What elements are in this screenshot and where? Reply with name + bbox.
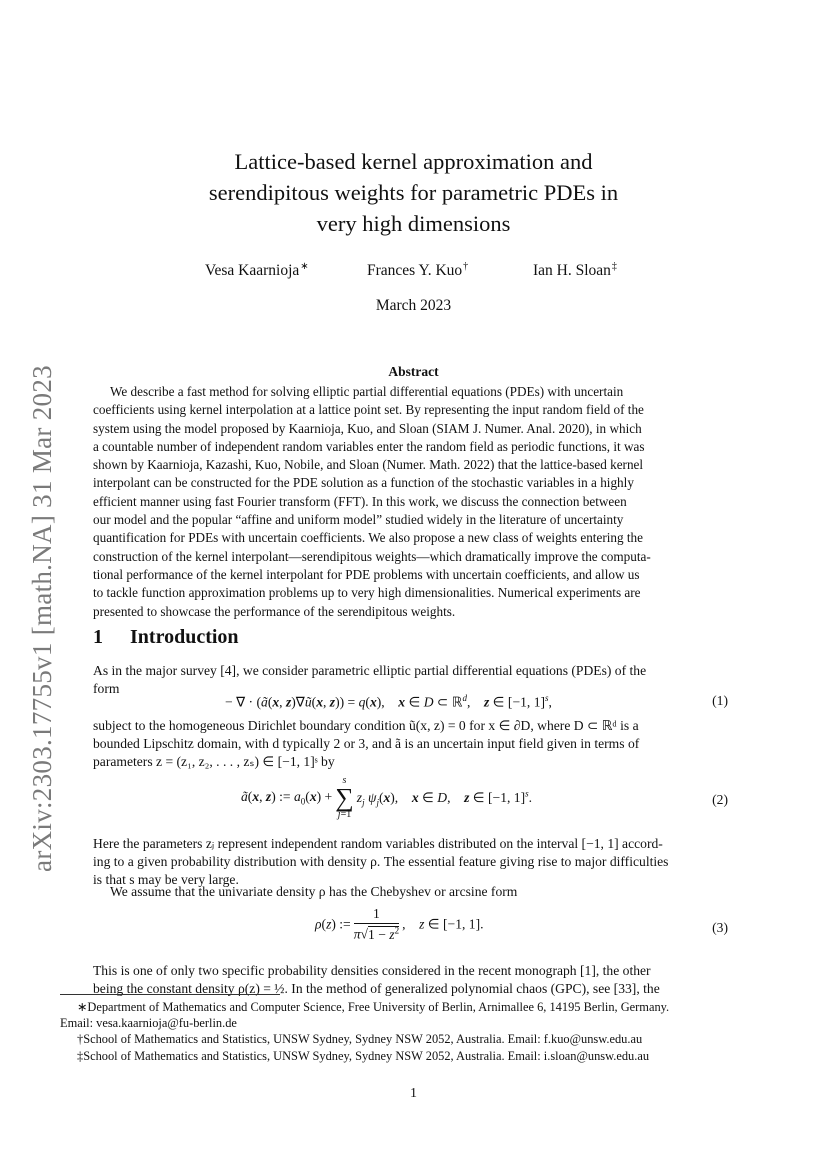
- abstract-line: our model and the popular “affine and uniform model” studied widely in the literature of uncertainty: [93, 512, 624, 528]
- intro-paragraph-2: [93, 717, 734, 771]
- title-line: very high dimensions: [316, 211, 511, 236]
- abstract-line: quantification for PDEs with uncertain coefficients. We also propose a new class of weights entering the: [93, 530, 643, 546]
- abstract-line: system using the model proposed by Kaarnioja, Kuo, and Sloan (SIAM J. Numer. Anal. 2020), in which: [93, 420, 642, 436]
- footnote-divider: [60, 994, 280, 995]
- equation-3-number: (3): [712, 920, 728, 935]
- abstract-line: construction of the kernel interpolant—serendipitous weights—which dramatically improve the computa-: [93, 548, 651, 564]
- intro-paragraph-5: [93, 962, 734, 998]
- author-list: [0, 261, 827, 283]
- fraction: $\frac{1}{\pi√1 - z^2}$: [353, 906, 400, 942]
- equation-2: [93, 776, 734, 826]
- section-title: Introduction: [130, 626, 239, 648]
- text-line: form: [93, 681, 120, 696]
- section-heading: [93, 626, 239, 649]
- abstract-line: presented to showcase the performance of the serendipitous weights.: [93, 603, 456, 619]
- equation-1-body: − ∇ · (ã(x, z)∇ũ(x, z)) = q(x), x ∈ D ⊂ ℝ$^d$, z ∈ [−1, 1]$^s$,: [225, 693, 552, 710]
- author-kaarnioja: [205, 261, 309, 280]
- abstract-body: [93, 383, 734, 621]
- equation-3-body: ρ(z) := $\frac{1}{\pi√1 - z^2}$ , z ∈ [−1, 1].: [315, 906, 484, 942]
- arxiv-id-text: arXiv:2303.17755v1 [math.NA] 31 Mar 2023: [26, 364, 57, 872]
- text-line: is that s may be very large.: [93, 872, 239, 887]
- abstract-line: coefficients using kernel interpolation at a lattice point set. By representing the input random field of the: [93, 402, 644, 418]
- arxiv-side-identifier: [24, 340, 60, 896]
- section-number: 1: [93, 626, 103, 648]
- paper-title: [150, 146, 677, 239]
- paper-date: March 2023: [375, 297, 452, 314]
- text-line: being the constant density ρ(z) = ½. In the method of generalized polynomial chaos (GPC), see [33], the: [93, 981, 660, 996]
- text-line: As in the major survey [4], we consider parametric elliptic partial differential equations (PDEs) of the: [93, 663, 647, 678]
- abstract-line: shown by Kaarnioja, Kazashi, Kuo, Nobile, and Sloan (Numer. Math. 2022) that the lattice-based kernel: [93, 457, 644, 473]
- title-line: Lattice-based kernel approximation and: [234, 149, 593, 174]
- abstract-line: a countable number of independent random variables enter the random field as periodic functions, it was: [93, 438, 645, 454]
- equation-1: [93, 693, 734, 715]
- footnote-line: †School of Mathematics and Statistics, UNSW Sydney, Sydney NSW 2052, Australia. Email: f.kuo@unsw.edu.au: [77, 1032, 643, 1047]
- equation-2-body: ã(x, z) := $a_0(x) +s$ ∑ $j=1z_j$ $\psi_j(x)$, x ∈ D, z ∈ [−1, 1]$^s$.: [241, 775, 533, 820]
- equation-3: [93, 906, 734, 956]
- abstract-line: tional performance of the kernel interpolant for PDE problems with uncertain coefficients, and allow us: [93, 566, 640, 582]
- text-line: Here the parameters zⱼ represent independent random variables distributed on the interval [−1, 1] accord-: [93, 836, 663, 851]
- text-line: bounded Lipschitz domain, with d typically 2 or 3, and ã is an uncertain input field given in terms of: [93, 736, 640, 751]
- footnote-line: Email: vesa.kaarnioja@fu-berlin.de: [60, 1016, 237, 1031]
- footnote-line: ∗Department of Mathematics and Computer Science, Free University of Berlin, Arnimallee 6, 14195 Berlin, Germany.: [77, 1000, 670, 1014]
- author-mark: ∗: [300, 261, 309, 272]
- title-line: serendipitous weights for parametric PDEs in: [208, 180, 619, 205]
- footnotes: [60, 999, 760, 1064]
- footnote-line: ‡School of Mathematics and Statistics, UNSW Sydney, Sydney NSW 2052, Australia. Email: i.sloan@unsw.edu.au: [77, 1048, 650, 1063]
- intro-paragraph-4: [93, 883, 734, 901]
- text-line: parameters z = (z₁, z₂, . . . , zₛ) ∈ [−1, 1]ˢ by: [93, 754, 335, 769]
- author-mark: ‡: [611, 261, 617, 272]
- author-name: Frances Y. Kuo: [367, 262, 463, 279]
- abstract-line: to tackle function approximation problems up to very high dimensionalities. Numerical experiments are: [93, 585, 641, 601]
- abstract-line: efficient manner using fast Fourier transform (FFT). In this work, we discuss the connection between: [93, 493, 627, 509]
- abstract-line: interpolant can be constructed for the PDE solution as a function of the stochastic variables in a highly: [93, 475, 634, 491]
- text-line: subject to the homogeneous Dirichlet boundary condition ũ(x, z) = 0 for x ∈ ∂D, where D ⊂ ℝᵈ is a: [93, 718, 639, 733]
- abstract-line: We describe a fast method for solving elliptic partial differential equations (PDEs) with uncertain: [110, 384, 624, 399]
- page-number: 1: [410, 1086, 417, 1101]
- text-line: This is one of only two specific probability densities considered in the recent monograph [1], the other: [93, 963, 651, 978]
- abstract-heading: Abstract: [388, 364, 439, 379]
- author-kuo: [367, 261, 468, 280]
- author-name: Vesa Kaarnioja: [205, 262, 300, 279]
- author-name: Ian H. Sloan: [533, 262, 611, 279]
- equation-1-number: (1): [712, 693, 728, 708]
- summation-symbol: s ∑ j=1: [335, 775, 354, 820]
- text-line: ing to a given probability distribution with density ρ. The essential feature giving rise to major difficulties: [93, 854, 669, 869]
- text-line: We assume that the univariate density ρ has the Chebyshev or arcsine form: [110, 884, 518, 899]
- author-sloan: [533, 261, 617, 280]
- intro-paragraph-3: [93, 835, 734, 889]
- equation-2-number: (2): [712, 792, 728, 807]
- author-mark: †: [463, 261, 469, 272]
